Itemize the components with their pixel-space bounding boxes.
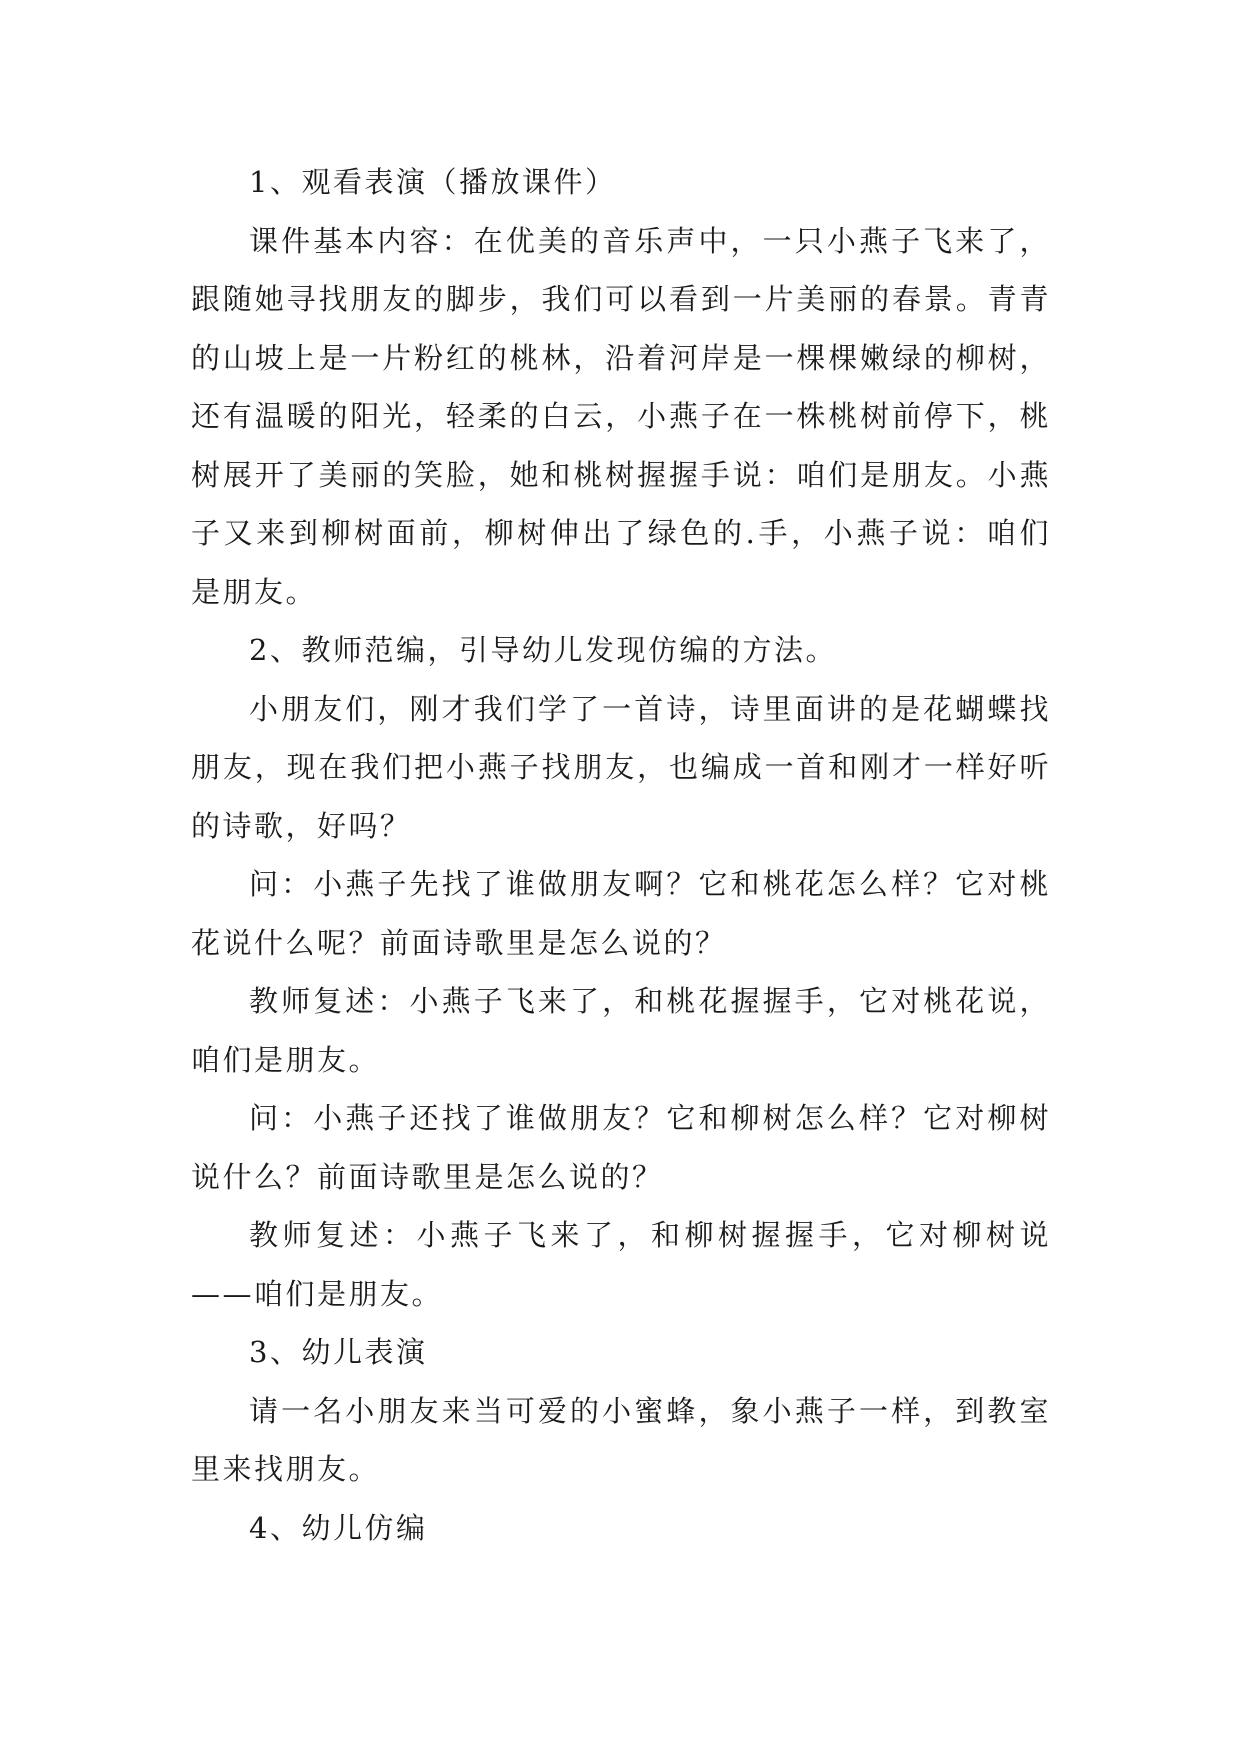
paragraph-courseware-content: 课件基本内容：在优美的音乐声中，一只小燕子飞来了，跟随她寻找朋友的脚步，我们可以看到一片美丽的春景。青青的山坡上是一片粉红的桃林，沿着河岸是一棵棵嫩绿的柳树，还有温暖的阳光，轻柔的白云，小燕子在一株桃树前停下，桃树展开了美丽的笑脸，她和桃树握握手说：咱们是朋友。小燕子又来到柳树面前，柳树伸出了绿色的.手，小燕子说：咱们是朋友。 <box>191 223 1051 609</box>
paragraph-intro: 小朋友们，刚才我们学了一首诗，诗里面讲的是花蝴蝶找朋友，现在我们把小燕子找朋友，也编成一首和刚才一样好听的诗歌，好吗？ <box>191 691 1051 843</box>
paragraph-question-2: 问：小燕子还找了谁做朋友？它和柳树怎么样？它对柳树说什么？前面诗歌里是怎么说的？ <box>191 1101 1051 1194</box>
paragraph-performance: 请一名小朋友来当可爱的小蜜蜂，象小燕子一样，到教室里来找朋友。 <box>191 1393 1051 1486</box>
section-heading-1: 1、观看表演（播放课件） <box>249 165 617 199</box>
paragraph-retell-2: 教师复述：小燕子飞来了，和柳树握握手，它对柳树说——咱们是朋友。 <box>191 1218 1051 1311</box>
document-body <box>191 153 1051 1557</box>
paragraph-question-1: 问：小燕子先找了谁做朋友啊？它和桃花怎么样？它对桃花说什么呢？前面诗歌里是怎么说的？ <box>191 867 1051 960</box>
paragraph-retell-1: 教师复述：小燕子飞来了，和桃花握握手，它对桃花说，咱们是朋友。 <box>191 984 1051 1077</box>
section-heading-4: 4、幼儿仿编 <box>249 1510 428 1545</box>
section-heading-2: 2、教师范编，引导幼儿发现仿编的方法。 <box>249 633 837 667</box>
section-heading-3: 3、幼儿表演 <box>249 1335 428 1369</box>
